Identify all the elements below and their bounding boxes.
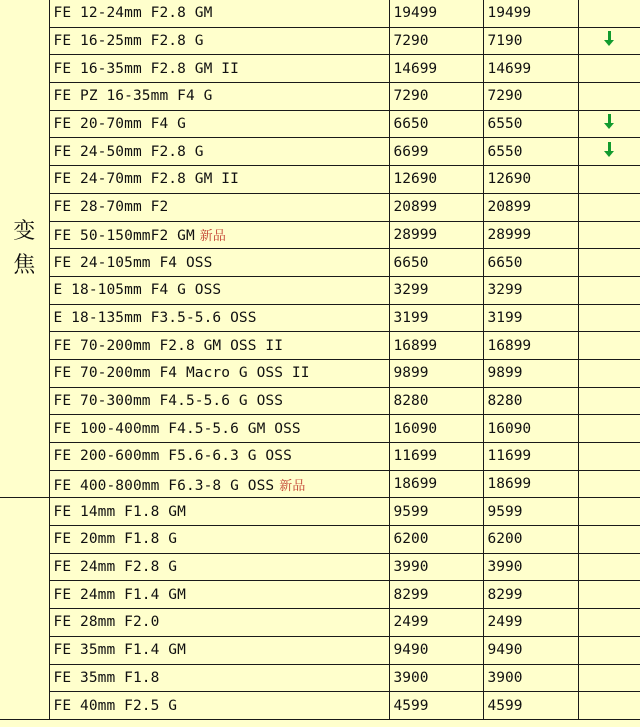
list-price-cell: 12690 xyxy=(389,166,483,194)
lens-name: FE 20mm F1.8 G xyxy=(53,531,178,548)
list-price-cell: 9490 xyxy=(389,636,483,664)
current-price-cell: 6550 xyxy=(483,138,578,166)
table-row xyxy=(0,636,640,664)
lens-name-cell xyxy=(49,581,389,609)
price-change-cell xyxy=(578,193,640,221)
lens-name-cell xyxy=(49,415,389,443)
lens-name: FE 400-800mm F6.3-8 G OSS xyxy=(53,477,275,494)
current-price-cell: 16090 xyxy=(483,415,578,443)
current-price-cell: 6650 xyxy=(483,249,578,277)
current-price-cell: 16899 xyxy=(483,332,578,360)
lens-name-cell xyxy=(49,193,389,221)
lens-name-cell xyxy=(49,526,389,554)
list-price-cell: 9899 xyxy=(389,359,483,387)
price-change-cell xyxy=(578,609,640,637)
table-row xyxy=(0,276,640,304)
price-change-cell xyxy=(578,249,640,277)
lens-name: FE 70-200mm F2.8 GM OSS II xyxy=(53,337,284,354)
lens-name: E 18-135mm F3.5-5.6 OSS xyxy=(53,309,257,326)
price-change-cell xyxy=(578,276,640,304)
lens-name-cell xyxy=(49,387,389,415)
lens-name: FE 50-150mmF2 GM xyxy=(53,228,195,245)
price-change-cell xyxy=(578,110,640,138)
price-change-cell xyxy=(578,166,640,194)
list-price-cell: 14699 xyxy=(389,55,483,83)
current-price-cell: 14699 xyxy=(483,55,578,83)
lens-name-cell xyxy=(49,470,389,498)
current-price-cell: 20899 xyxy=(483,193,578,221)
list-price-cell: 6699 xyxy=(389,138,483,166)
lens-name: FE 12-24mm F2.8 GM xyxy=(53,5,213,22)
lens-name: FE 100-400mm F4.5-5.6 GM OSS xyxy=(53,420,301,437)
table-row xyxy=(0,609,640,637)
lens-name-cell xyxy=(49,166,389,194)
list-price-cell: 3990 xyxy=(389,553,483,581)
list-price-cell: 7290 xyxy=(389,27,483,55)
price-change-cell xyxy=(578,692,640,720)
price-change-cell xyxy=(578,332,640,360)
price-change-cell xyxy=(578,27,640,55)
lens-name-cell xyxy=(49,0,389,27)
price-change-cell xyxy=(578,359,640,387)
list-price-cell: 8299 xyxy=(389,581,483,609)
table-row xyxy=(0,581,640,609)
lens-name-cell xyxy=(49,664,389,692)
lens-name-cell xyxy=(49,443,389,471)
price-change-cell xyxy=(578,664,640,692)
current-price-cell: 8299 xyxy=(483,581,578,609)
table-row xyxy=(0,249,640,277)
current-price-cell: 8280 xyxy=(483,387,578,415)
arrow-down-icon xyxy=(603,114,615,130)
arrow-down-icon xyxy=(603,31,615,47)
list-price-cell: 19499 xyxy=(389,0,483,27)
lens-name-cell xyxy=(49,110,389,138)
current-price-cell: 11699 xyxy=(483,443,578,471)
table-row xyxy=(0,498,640,526)
price-change-cell xyxy=(578,304,640,332)
list-price-cell: 8280 xyxy=(389,387,483,415)
lens-name-cell xyxy=(49,609,389,637)
current-price-cell: 9899 xyxy=(483,359,578,387)
price-change-cell xyxy=(578,0,640,27)
current-price-cell: 7190 xyxy=(483,27,578,55)
list-price-cell: 18699 xyxy=(389,470,483,498)
list-price-cell: 7290 xyxy=(389,83,483,111)
lens-name: FE 14mm F1.8 GM xyxy=(53,503,186,520)
table-row xyxy=(0,193,640,221)
lens-name: FE 70-200mm F4 Macro G OSS II xyxy=(53,365,310,382)
price-change-cell xyxy=(578,387,640,415)
table-row xyxy=(0,664,640,692)
current-price-cell: 28999 xyxy=(483,221,578,249)
current-price-cell: 3990 xyxy=(483,553,578,581)
price-change-cell xyxy=(578,526,640,554)
current-price-cell: 7290 xyxy=(483,83,578,111)
list-price-cell: 6200 xyxy=(389,526,483,554)
current-price-cell: 2499 xyxy=(483,609,578,637)
table-row xyxy=(0,0,640,27)
table-row xyxy=(0,526,640,554)
lens-name-cell xyxy=(49,498,389,526)
table-row xyxy=(0,553,640,581)
lens-name-cell xyxy=(49,249,389,277)
current-price-cell: 12690 xyxy=(483,166,578,194)
table-row xyxy=(0,359,640,387)
list-price-cell: 16899 xyxy=(389,332,483,360)
lens-name-cell xyxy=(49,636,389,664)
table-row xyxy=(0,387,640,415)
lens-name-cell xyxy=(49,304,389,332)
current-price-cell: 9599 xyxy=(483,498,578,526)
current-price-cell: 19499 xyxy=(483,0,578,27)
lens-name-cell xyxy=(49,27,389,55)
lens-name: FE 35mm F1.8 xyxy=(53,669,160,686)
lens-name: FE 24-50mm F2.8 G xyxy=(53,143,204,160)
list-price-cell: 16090 xyxy=(389,415,483,443)
current-price-cell: 3299 xyxy=(483,276,578,304)
list-price-cell: 6650 xyxy=(389,249,483,277)
lens-name-cell xyxy=(49,692,389,720)
lens-name: FE 35mm F1.4 GM xyxy=(53,642,186,659)
price-change-cell xyxy=(578,470,640,498)
current-price-cell: 3199 xyxy=(483,304,578,332)
arrow-down-icon xyxy=(603,142,615,158)
list-price-cell: 6650 xyxy=(389,110,483,138)
list-price-cell: 9599 xyxy=(389,498,483,526)
table-row xyxy=(0,83,640,111)
price-change-cell xyxy=(578,553,640,581)
list-price-cell: 4599 xyxy=(389,692,483,720)
lens-name-cell xyxy=(49,83,389,111)
lens-name-cell xyxy=(49,359,389,387)
current-price-cell: 3900 xyxy=(483,664,578,692)
prime-section xyxy=(0,498,49,720)
table-row xyxy=(0,415,640,443)
lens-name-cell xyxy=(49,55,389,83)
price-change-cell xyxy=(578,415,640,443)
lens-name: FE 16-35mm F2.8 GM II xyxy=(53,60,239,77)
lens-name-cell xyxy=(49,221,389,249)
lens-name-cell xyxy=(49,332,389,360)
table-row xyxy=(0,138,640,166)
lens-name: FE 40mm F2.5 G xyxy=(53,697,178,714)
list-price-cell: 3900 xyxy=(389,664,483,692)
lens-name: FE 70-300mm F4.5-5.6 G OSS xyxy=(53,392,284,409)
table-row xyxy=(0,470,640,498)
table-row xyxy=(0,692,640,720)
lens-name: FE 28mm F2.0 xyxy=(53,614,160,631)
lens-name: FE 16-25mm F2.8 G xyxy=(53,33,204,50)
table-row xyxy=(0,166,640,194)
current-price-cell: 9490 xyxy=(483,636,578,664)
lens-name: FE 20-70mm F4 G xyxy=(53,116,186,133)
lens-name: FE 24-70mm F2.8 GM II xyxy=(53,171,239,188)
price-change-cell xyxy=(578,443,640,471)
table-row xyxy=(0,332,640,360)
price-change-cell xyxy=(578,581,640,609)
list-price-cell: 11699 xyxy=(389,443,483,471)
list-price-cell: 2499 xyxy=(389,609,483,637)
current-price-cell: 6200 xyxy=(483,526,578,554)
table-row xyxy=(0,27,640,55)
list-price-cell: 20899 xyxy=(389,193,483,221)
current-price-cell: 18699 xyxy=(483,470,578,498)
table-row xyxy=(0,221,640,249)
lens-name: FE 200-600mm F5.6-6.3 G OSS xyxy=(53,448,292,465)
price-change-cell xyxy=(578,498,640,526)
table-row xyxy=(0,443,640,471)
lens-name: FE PZ 16-35mm F4 G xyxy=(53,88,213,105)
current-price-cell: 4599 xyxy=(483,692,578,720)
zoom-section-label: 变焦 xyxy=(13,218,36,278)
list-price-cell: 28999 xyxy=(389,221,483,249)
price-change-cell xyxy=(578,83,640,111)
lens-name-cell xyxy=(49,138,389,166)
list-price-cell: 3199 xyxy=(389,304,483,332)
lens-name: E 18-105mm F4 G OSS xyxy=(53,282,222,299)
table-row xyxy=(0,55,640,83)
price-change-cell xyxy=(578,55,640,83)
lens-name-cell xyxy=(49,276,389,304)
lens-name: FE 24mm F2.8 G xyxy=(53,559,178,576)
new-product-tag: 新品 xyxy=(279,478,306,494)
current-price-cell: 6550 xyxy=(483,110,578,138)
zoom-section xyxy=(0,0,49,498)
price-change-cell xyxy=(578,636,640,664)
price-change-cell xyxy=(578,221,640,249)
lens-name-cell xyxy=(49,553,389,581)
price-change-cell xyxy=(578,138,640,166)
table-row xyxy=(0,304,640,332)
lens-name: FE 28-70mm F2 xyxy=(53,199,169,216)
list-price-cell: 3299 xyxy=(389,276,483,304)
lens-name: FE 24mm F1.4 GM xyxy=(53,586,186,603)
new-product-tag: 新品 xyxy=(199,229,226,245)
lens-name: FE 24-105mm F4 OSS xyxy=(53,254,213,271)
table-row xyxy=(0,110,640,138)
